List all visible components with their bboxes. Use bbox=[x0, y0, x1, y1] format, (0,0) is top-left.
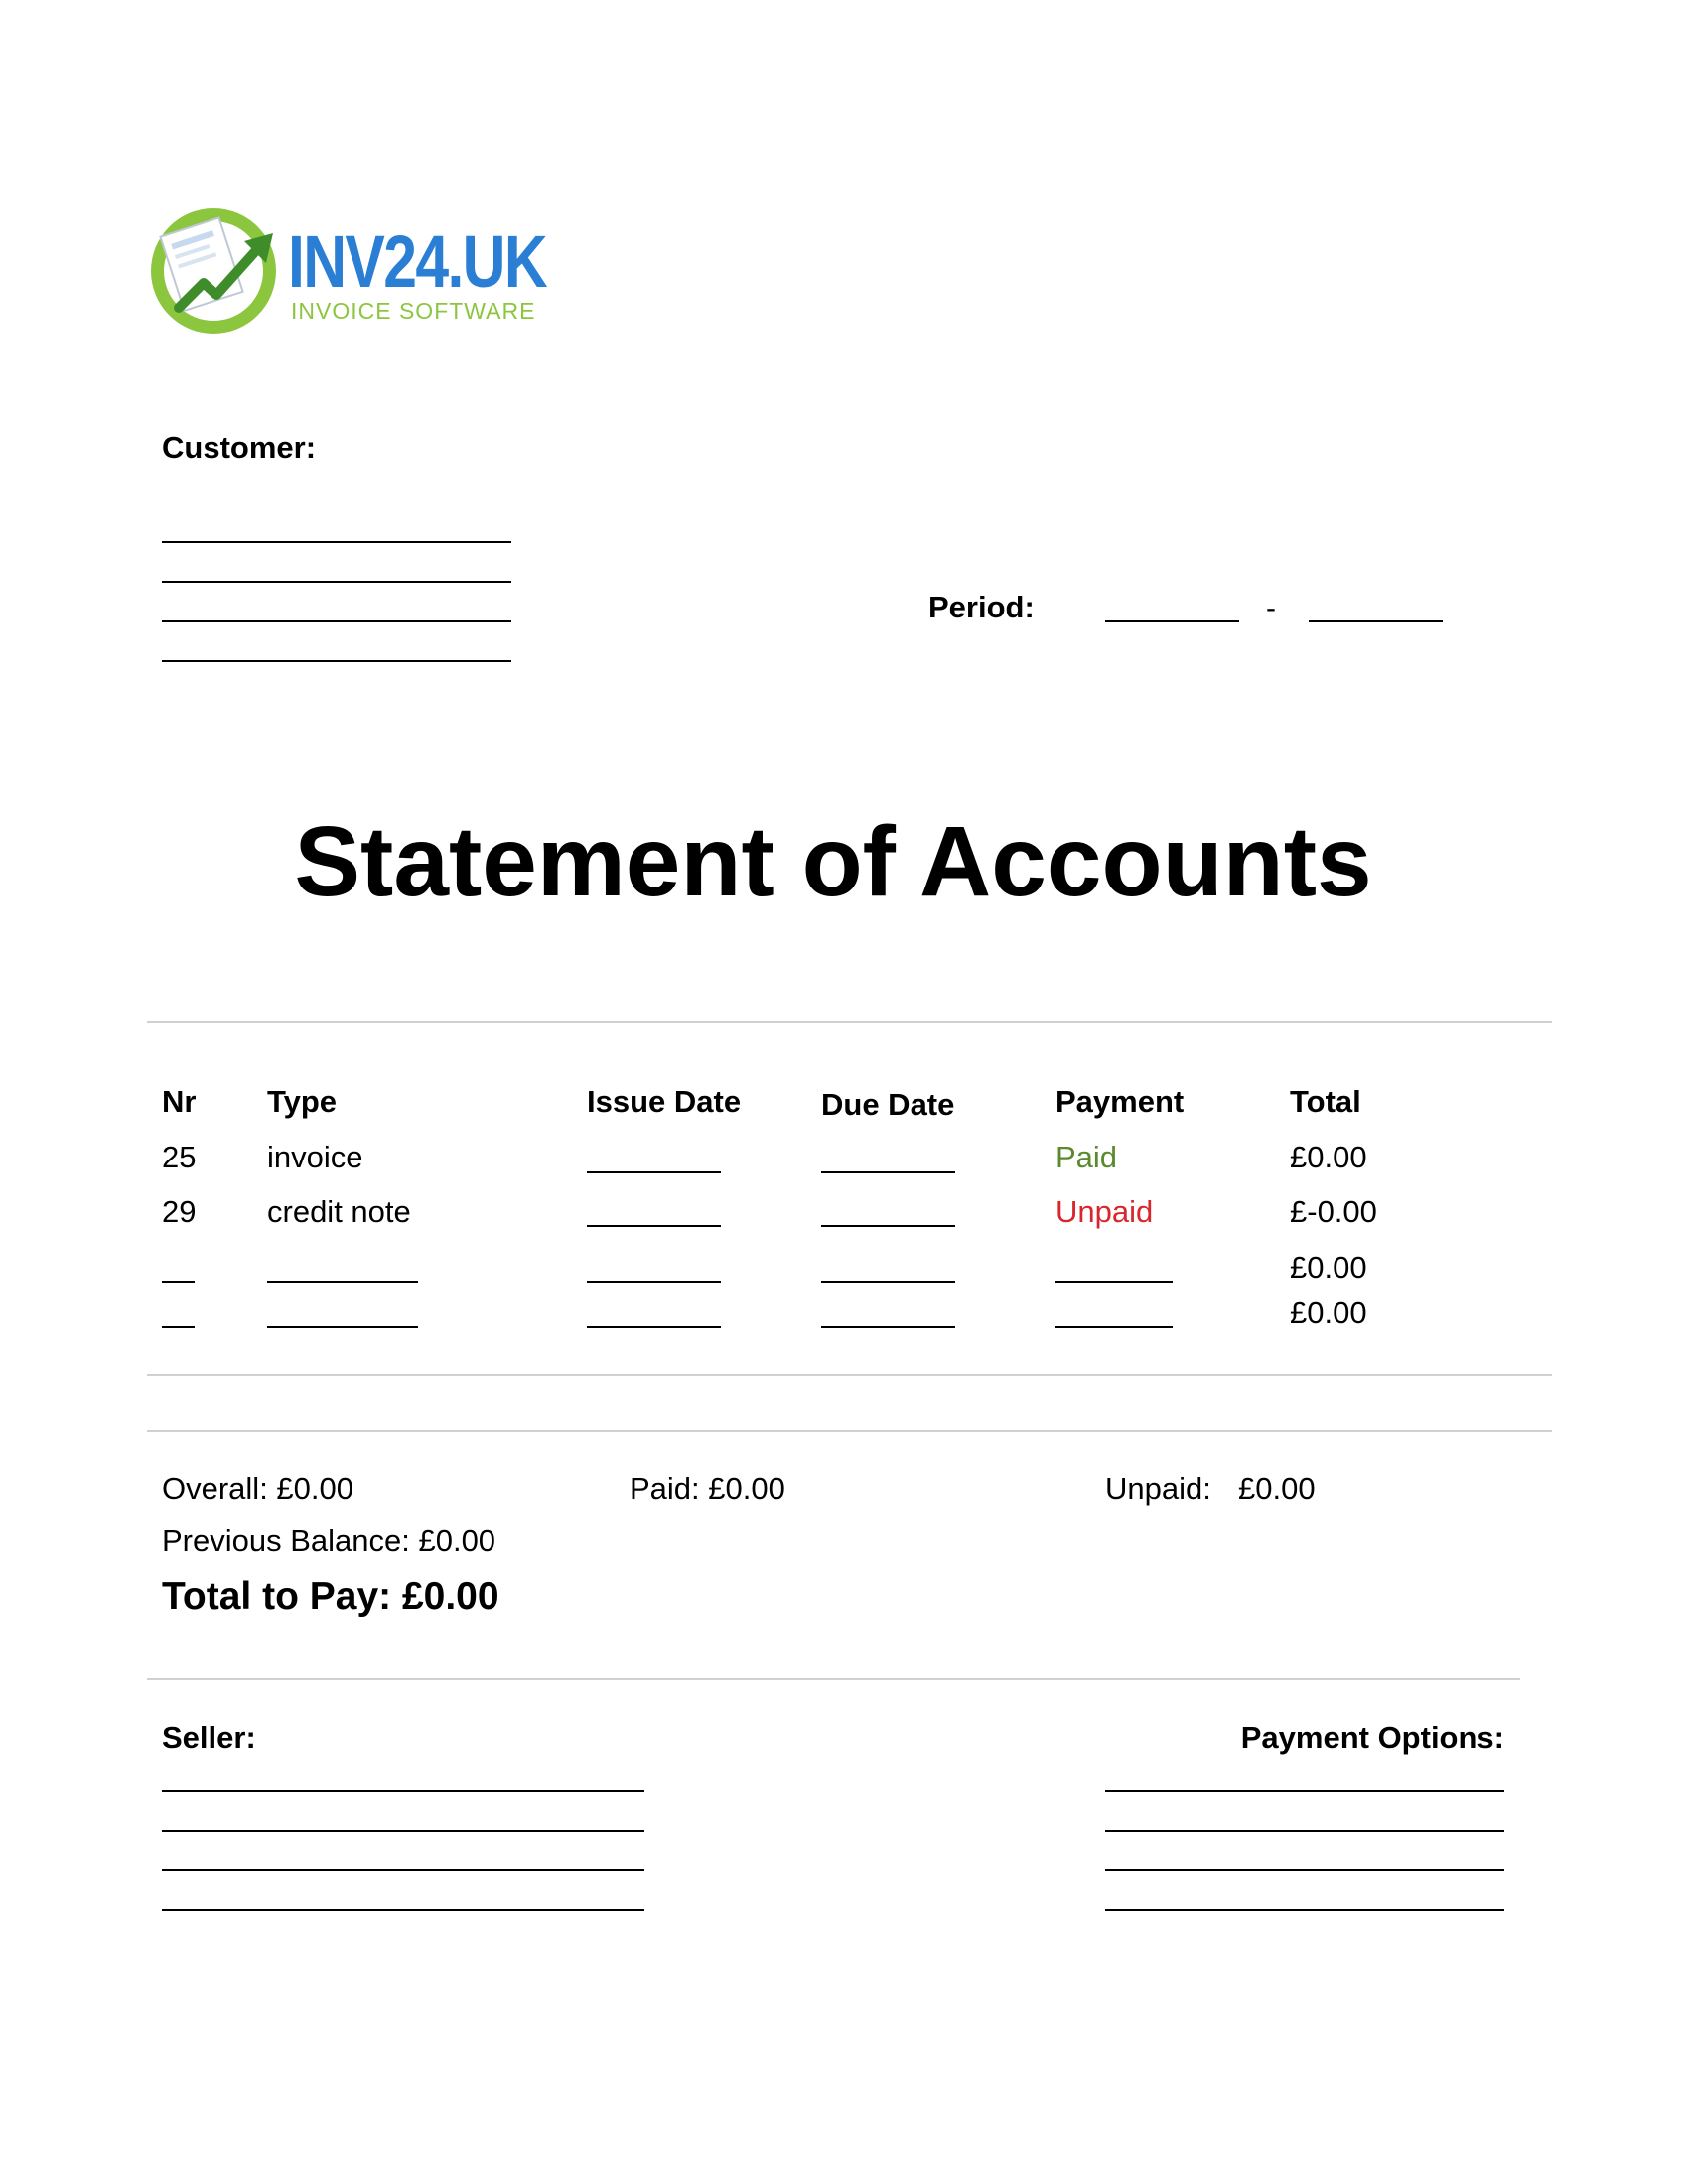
header-payment: Payment bbox=[1055, 1084, 1185, 1119]
header-nr: Nr bbox=[162, 1084, 197, 1119]
payment-options-line-2 bbox=[1105, 1830, 1504, 1832]
row-nr-blank bbox=[162, 1326, 195, 1328]
customer-label: Customer: bbox=[162, 430, 317, 465]
logo-name: INV24.UK bbox=[288, 220, 547, 303]
row-issue-date-blank bbox=[587, 1171, 721, 1173]
row-total: £0.00 bbox=[1290, 1250, 1367, 1285]
row-nr: 25 bbox=[162, 1140, 197, 1174]
row-payment-status: Unpaid bbox=[1055, 1194, 1154, 1229]
customer-line-2 bbox=[162, 581, 511, 583]
table-top-divider bbox=[147, 1021, 1552, 1023]
row-type: invoice bbox=[267, 1140, 363, 1174]
table-bottom-divider bbox=[147, 1374, 1552, 1376]
seller-line-3 bbox=[162, 1869, 644, 1871]
page-title: Statement of Accounts bbox=[294, 806, 1372, 917]
customer-line-4 bbox=[162, 660, 511, 662]
payment-options-label: Payment Options: bbox=[1240, 1720, 1504, 1755]
row-due-date-blank bbox=[821, 1171, 955, 1173]
row-total: £-0.00 bbox=[1290, 1194, 1377, 1229]
summary-total-to-pay: Total to Pay: £0.00 bbox=[162, 1575, 499, 1618]
row-type-blank bbox=[267, 1326, 418, 1328]
summary-paid: Paid: £0.00 bbox=[630, 1471, 785, 1506]
row-issue-date-blank bbox=[587, 1326, 721, 1328]
payment-options-line-1 bbox=[1105, 1790, 1504, 1792]
payment-options-line-3 bbox=[1105, 1869, 1504, 1871]
payment-options-line-4 bbox=[1105, 1909, 1504, 1911]
row-total: £0.00 bbox=[1290, 1140, 1367, 1174]
seller-line-1 bbox=[162, 1790, 644, 1792]
customer-line-1 bbox=[162, 541, 511, 543]
header-total: Total bbox=[1290, 1084, 1361, 1119]
row-total: £0.00 bbox=[1290, 1296, 1367, 1330]
seller-line-4 bbox=[162, 1909, 644, 1911]
summary-unpaid-label: Unpaid: bbox=[1105, 1471, 1211, 1506]
row-due-date-blank bbox=[821, 1326, 955, 1328]
seller-label: Seller: bbox=[162, 1720, 256, 1755]
summary-previous-balance: Previous Balance: £0.00 bbox=[162, 1523, 496, 1558]
seller-line-2 bbox=[162, 1830, 644, 1832]
period-end-line bbox=[1309, 620, 1443, 622]
row-issue-date-blank bbox=[587, 1281, 721, 1283]
row-due-date-blank bbox=[821, 1225, 955, 1227]
period-separator: - bbox=[1266, 592, 1276, 624]
row-payment-blank bbox=[1055, 1326, 1173, 1328]
period-label: Period: bbox=[928, 590, 1035, 624]
row-issue-date-blank bbox=[587, 1225, 721, 1227]
row-nr: 29 bbox=[162, 1194, 197, 1229]
row-payment-blank bbox=[1055, 1281, 1173, 1283]
row-type-blank bbox=[267, 1281, 418, 1283]
summary-unpaid-value: £0.00 bbox=[1238, 1471, 1316, 1506]
row-nr-blank bbox=[162, 1281, 195, 1283]
period-start-line bbox=[1105, 620, 1239, 622]
row-type: credit note bbox=[267, 1194, 411, 1229]
company-logo bbox=[149, 204, 546, 342]
header-due-date: Due Date bbox=[821, 1087, 955, 1122]
row-due-date-blank bbox=[821, 1281, 955, 1283]
customer-line-3 bbox=[162, 620, 511, 622]
logo-tagline: INVOICE SOFTWARE bbox=[291, 298, 536, 324]
summary-overall: Overall: £0.00 bbox=[162, 1471, 353, 1506]
logo-emblem-icon bbox=[149, 204, 283, 338]
footer-divider bbox=[147, 1678, 1520, 1680]
header-type: Type bbox=[267, 1084, 338, 1119]
row-payment-status: Paid bbox=[1055, 1140, 1118, 1174]
summary-top-divider bbox=[147, 1430, 1552, 1432]
header-issue-date: Issue Date bbox=[587, 1084, 742, 1119]
